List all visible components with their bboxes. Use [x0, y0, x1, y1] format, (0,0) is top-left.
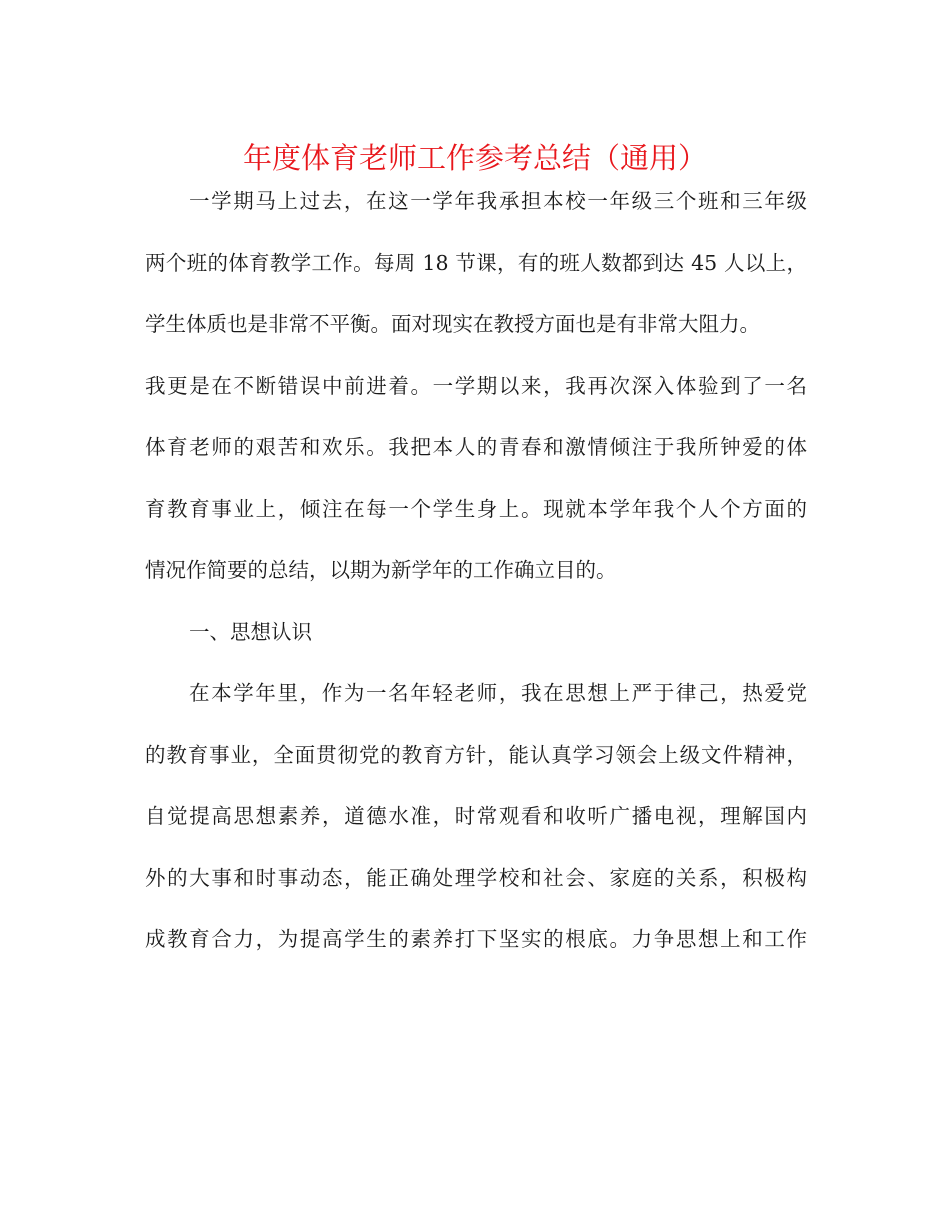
- body-line: 我更是在不断错误中前进着。一学期以来，我再次深入体验到了一名: [145, 373, 807, 398]
- body-line: 成教育合力，为提高学生的素养打下坚实的根底。力争思想上和工作: [145, 927, 807, 951]
- body-line: 的教育事业，全面贯彻党的教育方针，能认真学习领会上级文件精神，: [145, 742, 807, 767]
- body-line: 情况作简要的总结，以期为新学年的工作确立目的。: [145, 558, 617, 582]
- body-line: 体育老师的艰苦和欢乐。我把本人的青春和激情倾注于我所钟爱的体: [145, 435, 807, 459]
- body-line: 两个班的体育教学工作。每周 18 节课，有的班人数都到达 45 人以上，: [145, 250, 807, 275]
- body-line: 育教育事业上，倾注在每一个学生身上。现就本学年我个人个方面的: [145, 496, 807, 521]
- document-title: 年度体育老师工作参考总结（通用）: [242, 141, 707, 175]
- body-line: 一学期马上过去，在这一学年我承担本校一年级三个班和三年级: [189, 189, 807, 213]
- body-line: 在本学年里，作为一名年轻老师，我在思想上严于律己，热爱党: [189, 681, 807, 705]
- document-body: [145, 183, 807, 983]
- body-line: 学生体质也是非常不平衡。面对现实在教授方面也是有非常大阻力。: [145, 312, 760, 336]
- body-line: 外的大事和时事动态，能正确处理学校和社会、家庭的关系，积极构: [145, 865, 807, 890]
- body-line: 自觉提高思想素养，道德水准，时常观看和收听广播电视，理解国内: [145, 804, 807, 828]
- body-line: 一、思想认识: [189, 619, 312, 644]
